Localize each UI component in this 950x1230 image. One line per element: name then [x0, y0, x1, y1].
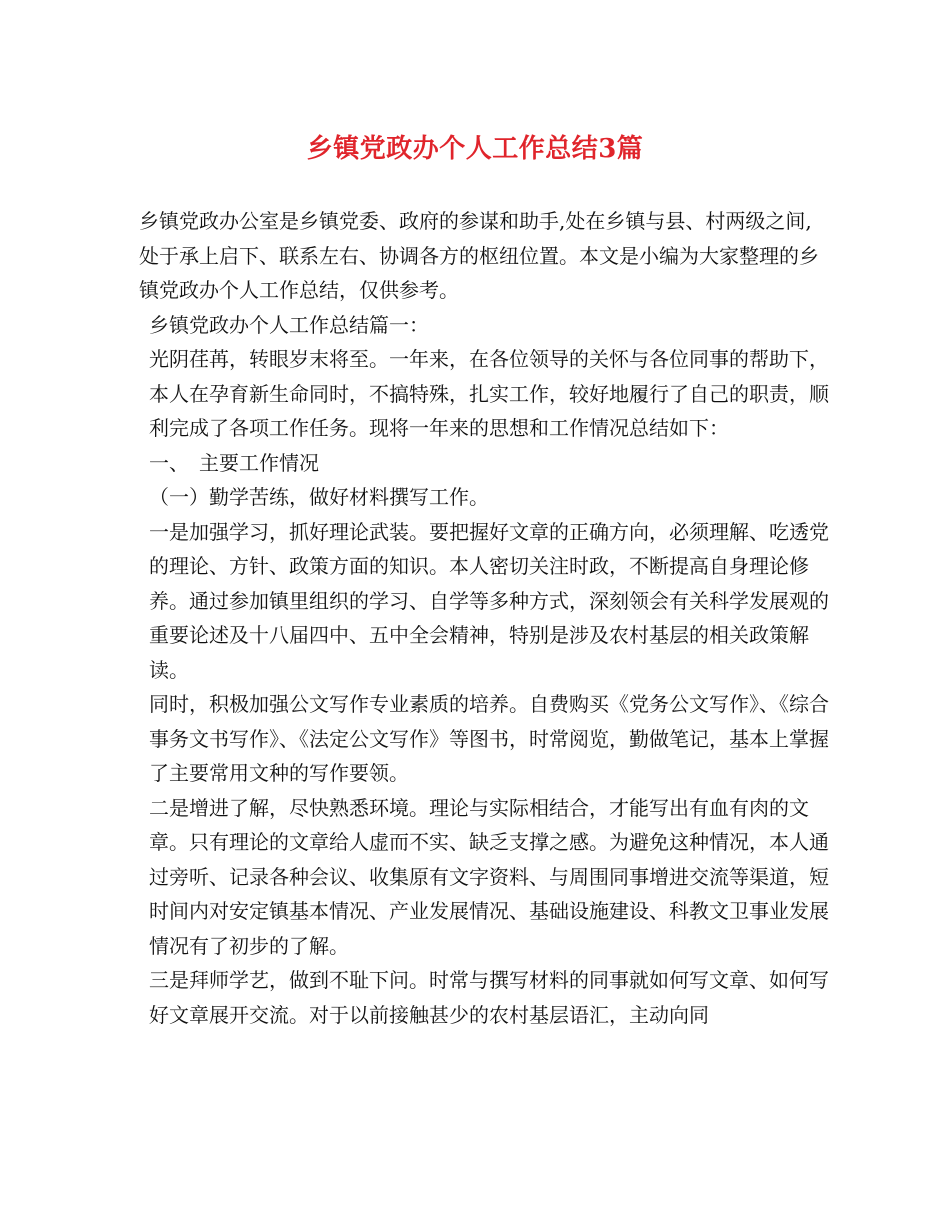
subsection-heading: （一）勤学苦练，做好材料撰写工作。 — [149, 485, 489, 509]
paragraph: 二是增进了解，尽快熟悉环境。理论与实际相结合，才能写出有血有肉的文章。只有理论的文章给人虚而不实、缺乏支撑之感。为避免这种情况，本人通过旁听、记录各种会议、收集原有文字资料、与周围同事增进交流等渠道，短时间内对安定镇基本情况、产业发展情况、基础设施建设、科教文卫事业发展情况有了初步的了解。 — [149, 795, 829, 958]
paragraph: 乡镇党政办公室是乡镇党委、政府的参谋和助手,处在乡镇与县、村两级之间,处于承上启下、联系左右、协调各方的枢纽位置。本文是小编为大家整理的乡镇党政办个人工作总结，仅供参考。 — [139, 209, 819, 302]
document-title: 乡镇党政办个人工作总结3篇 — [306, 134, 644, 164]
section-heading: 乡镇党政办个人工作总结篇一： — [149, 312, 429, 337]
document-body — [139, 204, 829, 1032]
paragraph: 三是拜师学艺，做到不耻下问。时常与撰写材料的同事就如何写文章、如何写好文章展开交流。对于以前接触甚少的农村基层语汇，主动向同 — [149, 968, 829, 1027]
paragraph: 一是加强学习，抓好理论武装。要把握好文章的正确方向，必须理解、吃透党的理论、方针、政策方面的知识。本人密切关注时政，不断提高自身理论修养。通过参加镇里组织的学习、自学等多种方式，深刻领会有关科学发展观的重要论述及十八届四中、五中全会精神，特别是涉及农村基层的相关政策解读。 — [149, 519, 829, 682]
section-heading: 一、 主要工作情况 — [149, 450, 319, 475]
paragraph: 光阴荏苒，转眼岁末将至。一年来，在各位领导的关怀与各位同事的帮助下，本人在孕育新生命同时，不搞特殊，扎实工作，较好地履行了自己的职责，顺利完成了各项工作任务。现将一年来的思想和工作情况总结如下： — [149, 347, 829, 440]
paragraph: 同时，积极加强公文写作专业素质的培养。自费购买《党务公文写作》、《综合事务文书写作》、《法定公文写作》等图书，时常阅览，勤做笔记，基本上掌握了主要常用文种的写作要领。 — [149, 692, 829, 785]
